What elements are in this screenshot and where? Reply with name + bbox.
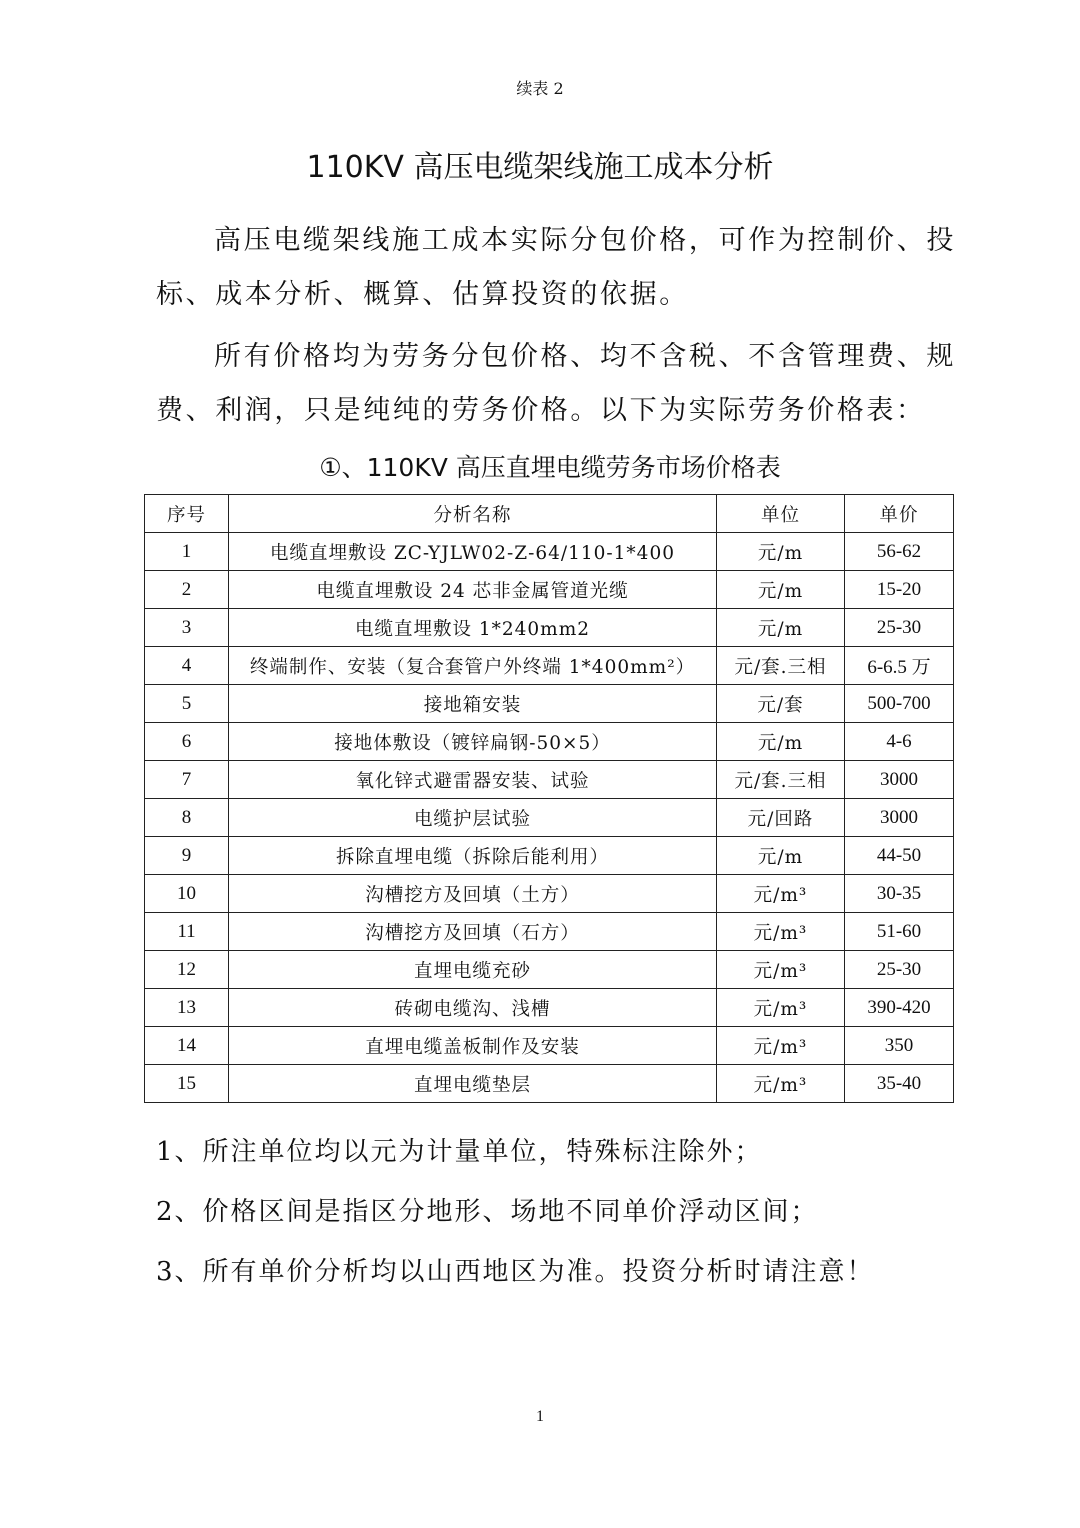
table-row bbox=[145, 989, 954, 1027]
row-unit: 元/m bbox=[717, 837, 845, 875]
row-item-name: 电缆直埋敷设 ZC-YJLW02-Z-64/110-1*400 bbox=[229, 533, 717, 571]
row-unit-price: 25-30 bbox=[845, 951, 954, 989]
table-row bbox=[145, 951, 954, 989]
row-index: 4 bbox=[145, 647, 229, 685]
row-index: 10 bbox=[145, 875, 229, 913]
row-unit: 元/m³ bbox=[717, 989, 845, 1027]
note-item: 1、所注单位均以元为计量单位，特殊标注除外； bbox=[156, 1137, 763, 1167]
table-title: ①、110KV 高压直埋电缆劳务市场价格表 bbox=[319, 453, 781, 482]
table-row bbox=[145, 685, 954, 723]
row-item-name: 直埋电缆充砂 bbox=[229, 951, 717, 989]
row-index: 1 bbox=[145, 533, 229, 571]
table-row bbox=[145, 533, 954, 571]
row-unit-price: 35-40 bbox=[845, 1065, 954, 1103]
table-row bbox=[145, 875, 954, 913]
row-item-name: 直埋电缆盖板制作及安装 bbox=[229, 1027, 717, 1065]
row-item-name: 接地体敷设（镀锌扁钢-50×5） bbox=[229, 723, 717, 761]
note-item: 2、价格区间是指区分地形、场地不同单价浮动区间； bbox=[156, 1197, 819, 1227]
row-unit: 元/m bbox=[717, 571, 845, 609]
row-item-name: 沟槽挖方及回填（土方） bbox=[229, 875, 717, 913]
row-index: 8 bbox=[145, 799, 229, 837]
table-row bbox=[145, 609, 954, 647]
table-body bbox=[145, 533, 954, 1103]
intro-paragraph-1: 高压电缆架线施工成本实际分包价格，可作为控制价、投标、成本分析、概算、估算投资的依据。 bbox=[156, 225, 956, 310]
row-item-name: 直埋电缆垫层 bbox=[229, 1065, 717, 1103]
row-unit-price: 3000 bbox=[845, 761, 954, 799]
row-item-name: 氧化锌式避雷器安装、试验 bbox=[229, 761, 717, 799]
row-unit-price: 30-35 bbox=[845, 875, 954, 913]
table-row bbox=[145, 1065, 954, 1103]
row-unit: 元/m bbox=[717, 533, 845, 571]
header-unit-price: 单价 bbox=[845, 495, 954, 533]
row-index: 9 bbox=[145, 837, 229, 875]
row-unit: 元/m³ bbox=[717, 913, 845, 951]
row-unit: 元/m bbox=[717, 723, 845, 761]
header-item-name: 分析名称 bbox=[229, 495, 717, 533]
row-index: 15 bbox=[145, 1065, 229, 1103]
row-unit-price: 390-420 bbox=[845, 989, 954, 1027]
page-number: 1 bbox=[536, 1408, 544, 1425]
row-item-name: 拆除直埋电缆（拆除后能利用） bbox=[229, 837, 717, 875]
table-row bbox=[145, 913, 954, 951]
row-index: 5 bbox=[145, 685, 229, 723]
table-header-row bbox=[145, 495, 954, 533]
row-index: 14 bbox=[145, 1027, 229, 1065]
row-unit-price: 4-6 bbox=[845, 723, 954, 761]
notes-list bbox=[156, 1124, 1056, 1304]
row-unit: 元/m bbox=[717, 609, 845, 647]
row-unit-price: 350 bbox=[845, 1027, 954, 1065]
row-unit-price: 3000 bbox=[845, 799, 954, 837]
row-index: 7 bbox=[145, 761, 229, 799]
row-unit: 元/套 bbox=[717, 685, 845, 723]
row-index: 3 bbox=[145, 609, 229, 647]
row-unit-price: 51-60 bbox=[845, 913, 954, 951]
row-item-name: 接地箱安装 bbox=[229, 685, 717, 723]
row-unit: 元/m³ bbox=[717, 1027, 845, 1065]
row-index: 11 bbox=[145, 913, 229, 951]
row-index: 12 bbox=[145, 951, 229, 989]
table-row bbox=[145, 723, 954, 761]
row-unit: 元/m³ bbox=[717, 951, 845, 989]
row-unit: 元/m³ bbox=[717, 1065, 845, 1103]
row-unit-price: 15-20 bbox=[845, 571, 954, 609]
table-row bbox=[145, 761, 954, 799]
intro-paragraph-2: 所有价格均为劳务分包价格、均不含税、不含管理费、规费、利润，只是纯纯的劳务价格。以下为实际劳务价格表： bbox=[156, 341, 956, 426]
row-unit: 元/套.三相 bbox=[717, 761, 845, 799]
table-row bbox=[145, 1027, 954, 1065]
row-item-name: 沟槽挖方及回填（石方） bbox=[229, 913, 717, 951]
row-unit: 元/回路 bbox=[717, 799, 845, 837]
row-item-name: 电缆直埋敷设 1*240mm2 bbox=[229, 609, 717, 647]
header-unit: 单位 bbox=[717, 495, 845, 533]
header-index: 序号 bbox=[145, 495, 229, 533]
row-item-name: 终端制作、安装（复合套管户外终端 1*400mm²） bbox=[229, 647, 717, 685]
row-unit: 元/m³ bbox=[717, 875, 845, 913]
table-row bbox=[145, 571, 954, 609]
row-item-name: 砖砌电缆沟、浅槽 bbox=[229, 989, 717, 1027]
row-unit-price: 500-700 bbox=[845, 685, 954, 723]
row-unit-price: 56-62 bbox=[845, 533, 954, 571]
table-row bbox=[145, 837, 954, 875]
row-index: 2 bbox=[145, 571, 229, 609]
table-row bbox=[145, 799, 954, 837]
row-index: 6 bbox=[145, 723, 229, 761]
row-unit-price: 44-50 bbox=[845, 837, 954, 875]
header-note: 续表 2 bbox=[516, 79, 564, 98]
row-item-name: 电缆直埋敷设 24 芯非金属管道光缆 bbox=[229, 571, 717, 609]
row-unit-price: 6-6.5 万 bbox=[845, 647, 954, 685]
note-item: 3、所有单价分析均以山西地区为准。投资分析时请注意！ bbox=[156, 1257, 875, 1287]
row-unit: 元/套.三相 bbox=[717, 647, 845, 685]
table-row bbox=[145, 647, 954, 685]
price-table bbox=[144, 494, 954, 1103]
row-unit-price: 25-30 bbox=[845, 609, 954, 647]
page-title: 110KV 高压电缆架线施工成本分析 bbox=[306, 150, 774, 185]
row-item-name: 电缆护层试验 bbox=[229, 799, 717, 837]
row-index: 13 bbox=[145, 989, 229, 1027]
